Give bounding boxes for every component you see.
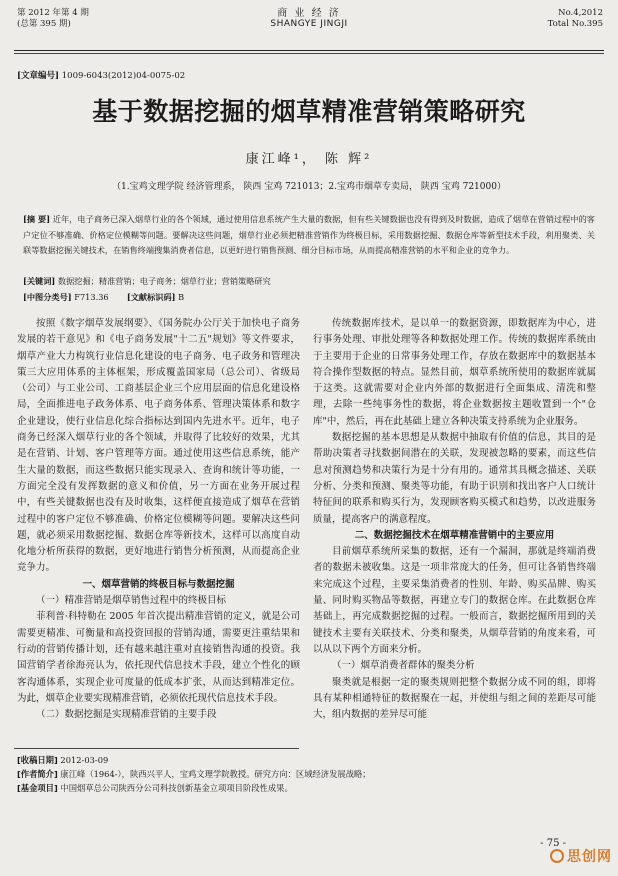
body-column-left (17, 316, 300, 723)
body-paragraph: 目前烟草系统所采集的数据，还有一个漏洞，那就是终端消费者的数据未被收集。这是一项非常庞大的任务，但可让各销售终端来完成这个过程，主要采集消费者的性别、年龄、购买品牌、购买量、同时购买物品等数据，再建立专门的数据仓库。在此数据仓库基础上，再完成数据挖掘的过程。一般而言，数据挖掘所用到的关键技术主要有关联技术、分类和聚类，从烟草营销的角度来看，可以从以下两个方面来分析。 (313, 546, 596, 655)
intro-paragraph: 按照《数字烟草发展纲要》、《国务院办公厅关于加快电子商务发展的若干意见》和《电子商务发展"十二五"规划》等文件要求，烟草产业大力构筑行业信息化建设的电子商务、电子政务和管理决策三大应用体系的主体框架，形成覆盖国家局（总公司）、省级局（公司）与工业公司、工商基层企业三个应用层面的信息化建设格局，全面推进电子政务体系、电子商务体系、管理决策体系和数字企业建设，使行业信息化综合指标达到国内先进水平。近年，电子商务已经深入烟草行业的各个领域，并取得了比较好的效果，尤其是在营销、计划、客户管理等方面。通过使用这些信息系统，能产生大量的数据，而这些数据只能实现录入、查询和统计等功能，一方面完全没有发挥数据的意义和价值，另一方面在业务开展过程中，有些关键数据也没有及时收集，这样便直接造成了烟草在营销过程中的客户定位不够准确、价格定位模糊等问题。要解决这些问题，就必须采用数据挖掘、数据仓库等新技术，这样可以高度自动化地分析所获得的数据，更好地进行销售分析预测，从而提高企业竞争力。 (17, 318, 300, 574)
abstract (23, 212, 595, 259)
header-rule-thick (14, 50, 604, 51)
keywords-label: [关键词] (23, 276, 56, 286)
author-bio-value: 康江峰（1964-），陕西兴平人，宝鸡文理学院教授。研究方向：区域经济发展战略； (60, 769, 371, 780)
body-column-right (313, 316, 596, 723)
header-total-cn: (总第 395 期) (17, 19, 71, 29)
article-number-value: 1009-6043(2012)04-0075-02 (61, 71, 186, 81)
body-paragraph: 传统数据库技术，是以单一的数据资源，即数据库为中心，进行事务处理、审批处理等各种数据处理工作。传统的数据库系统由于主要用于企业的日常事务处理工作，存放在数据库中的数据基本符合操作型数据的特点。显然目前，烟草系统所使用的数据库就属于这类。这就需要对企业内外部的数据进行全面集成、清洗和整理，去除一些纯事务性的数据，将企业数据按主题收置到一个"仓库"中，然后，再在此基础上建立各种决策支持系统为企业服务。 (313, 318, 596, 427)
header-rule-thin (14, 53, 604, 54)
subsection-heading-2-1: （一）烟草消费者群体的聚类分析 (332, 660, 475, 672)
author-affiliation: （1.宝鸡文理学院 经济管理系， 陕西 宝鸡 721013；2.宝鸡市烟草专卖局， 陕西 宝鸡 721000） (112, 182, 506, 192)
header-total-number: Total No.395 (547, 19, 603, 29)
article-authors: 康江峰¹， 陈 辉² (245, 152, 373, 167)
page-number: - 75 - (540, 838, 566, 849)
body-paragraph: 聚类就是根据一定的聚类规则把整个数据分成不同的组，即将具有某种相通特征的数据聚在一起，并使组与组之间的差距尽可能大，组内数据的差异尽可能 (313, 676, 596, 721)
article-title: 基于数据挖掘的烟草精准营销策略研究 (92, 97, 526, 126)
fund-label: [基金项目] (17, 783, 58, 794)
abstract-text: 近年，电子商务已深入烟草行业的各个领域，通过使用信息系统产生大量的数据，但有些关键数据也没有得到及时数据，造成了烟草在营销过程中的客户定位不够准确、价格定位模糊等问题。要解决这些问题，烟草行业必须把精准营销作为终极目标，采用数据挖掘、数据仓库等新型技术手段，利用聚类、关联等数据挖掘关键技术，在销售终端搜集消费者信息，以更好进行销售预测、细分目标市场，从而提高精准营销的水平和企业的竞争力。 (23, 214, 595, 256)
fund-project (17, 781, 607, 795)
keywords-text: 数据挖掘；精准营销；电子商务；烟草行业；营销策略研究 (57, 276, 271, 286)
header-issue-en (548, 8, 603, 30)
author-bio-label: [作者简介] (17, 769, 58, 780)
article-number (17, 69, 185, 81)
received-value: 2012-03-09 (60, 755, 109, 765)
subsection-heading-1-2: （二）数据挖掘是实现精准营销的主要手段 (36, 709, 217, 721)
clc-label: [中图分类号] (23, 292, 72, 302)
journal-name-en: SHANGYE JINGJI (270, 19, 348, 29)
abstract-label: [摘 要] (23, 214, 51, 224)
footnote-rule (14, 748, 299, 749)
author-bio (17, 767, 607, 781)
received-date (17, 753, 607, 767)
keywords (23, 276, 595, 287)
doc-code-label: [文献标识码] (126, 292, 176, 302)
journal-name (0, 8, 618, 30)
footnotes (17, 753, 607, 796)
article-number-label: [文章编号] (17, 71, 60, 81)
subsection-heading-1-1: （一）精准营销是烟草销售过程中的终极目标 (36, 595, 227, 607)
watermark-logo (550, 846, 612, 866)
received-label: [收稿日期] (17, 755, 58, 765)
logo-text: 思创网 (567, 849, 612, 865)
body-paragraph: 数据挖掘的基本思想是从数据中抽取有价值的信息，其目的是帮助决策者寻找数据间潜在的关联，发现被忽略的要素，而这些信息对预测趋势和决策行为是十分有用的。通常其具概念描述、关联分析、分类和预测、聚类等功能，有助于识别和找出客户人口统计特征间的联系和购买行为，发现顾客购买模式和趋势，以改进服务质量，提高客户的满意程度。 (313, 432, 596, 525)
section-heading-1: 一、烟草营销的终极目标与数据挖掘 (82, 578, 235, 590)
header-issue-number: No.4,2012 (558, 8, 603, 18)
clc-value: F713.36 (74, 292, 109, 302)
fund-value: 中国烟草总公司陕西分公司科技创新基金立项项目阶段性成果。 (60, 783, 293, 794)
journal-name-cn: 商 业 经 济 (277, 8, 341, 19)
body-paragraph: 菲利普·科特勒在 2005 年首次提出精准营销的定义，就是公司需要更精准、可衡量和高投资回报的营销沟通，需要更注重结果和行动的营销传播计划，还有越来越注重对直接销售沟通的投资。我国营销学者徐海亮认为，依托现代信息技术手段，建立个性化的顾客沟通体系，实现企业可度量的低成本扩张，从而达到精准定位。为此，烟草企业要实现精准营销，必须依托现代信息技术手段。 (17, 611, 300, 704)
section-heading-2: 二、数据挖掘技术在烟草精准营销中的主要应用 (354, 529, 555, 541)
doc-code-value: B (178, 292, 185, 302)
classification (23, 292, 595, 303)
header-issue-cn: 第 2012 年第 4 期 (17, 8, 89, 18)
logo-icon (550, 849, 564, 863)
